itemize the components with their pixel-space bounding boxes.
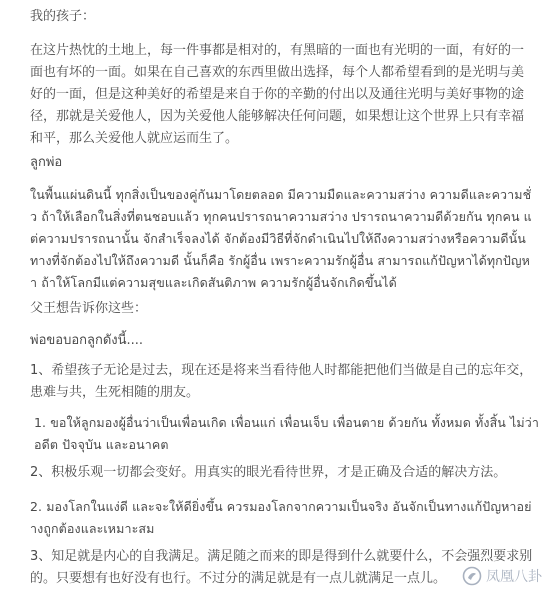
greeting-th: ลูกพ่อ <box>30 155 63 170</box>
paragraph-1-zh: 在这片热忱的土地上，每一件事都是相对的，有黑暗的一面也有光明的一面，有好的一面也有坏的一面。如果在自己喜欢的东西里做出选择，每个人都希望看到的是光明与美好的一面，但是这种美好的希望是来自于你的辛勤的付出以及通往光明与美好事物的途径，那就是关爱他人，因为关爱他人能够解决任何问题，如果想让这个世界上只有幸福和平，那么关爱他人就应运而生了。 <box>30 43 525 146</box>
greeting-zh: 我的孩子： <box>30 9 96 24</box>
intro-zh: 父王想告诉你这些： <box>30 301 148 316</box>
item-1-zh: 1、希望孩子无论是过去，现在还是将来当看待他人时都能把他们当做是自己的忘年交，患难与共，生死相随的朋友。 <box>30 363 533 400</box>
item-3-zh: 3、知足就是内心的自我满足。满足随之而来的即是得到什么就要什么，不会强烈要求别的。只要想有也好没有也行。不过分的满足就是有一点儿就满足一点儿。 <box>30 549 533 586</box>
item-2-zh: 2、积极乐观一切都会变好。用真实的眼光看待世界，才是正确及合适的解决方法。 <box>30 465 507 480</box>
watermark-text: 凤凰八卦 <box>486 569 542 585</box>
phoenix-logo-icon <box>462 566 482 586</box>
intro-th: พ่อขอบอกลูกดังนี้.... <box>30 333 144 348</box>
item-2-th: 2. มองโลกในแง่ดี และจะให้ดียิ่งขึ้น ควรมองโลกจากความเป็นจริง อันจักเป็นทางแก้ปัญหาอย่างถูกต้องและเหมาะสม <box>30 499 532 536</box>
paragraph-1-th: ในพื้นแผ่นดินนี้ ทุกสิ่งเป็นของคู่กันมาโดยตลอด มีความมืดและความสว่าง ความดีและความชั่ว ถ้าให้เลือกในสิ่งที่ตนชอบแล้ว ทุกคนปรารถนาความสว่าง ปรารถนาความดีด้วยกัน ทุกคน แต่ความปรารถนานั้น จักสำเร็จลงได้ จักต้องมีวิธีที่จักดำเนินไปให้ถึงความสว่างหรือความดีนั้น ทางที่จักต้องไปให้ถึงความดี นั้นก็คือ รักผู้อื่น เพราะความรักผู้อื่น สามารถแก้ปัญหาได้ทุกปัญหา ถ้าให้โลกมีแต่ความสุขและเกิดสันติภาพ ความรักผู้อื่นจักเกิดขึ้นได้ <box>30 187 532 290</box>
item-1-th: 1. ขอให้ลูกมองผู้อื่นว่าเป็นเพื่อนเกิด เพื่อนแก่ เพื่อนเจ็บ เพื่อนตาย ด้วยกัน ทั้งหมด ทั้งสิ้น ไม่ว่าอดีต ปัจจุบัน และอนาคต <box>34 415 539 452</box>
watermark <box>462 564 542 588</box>
